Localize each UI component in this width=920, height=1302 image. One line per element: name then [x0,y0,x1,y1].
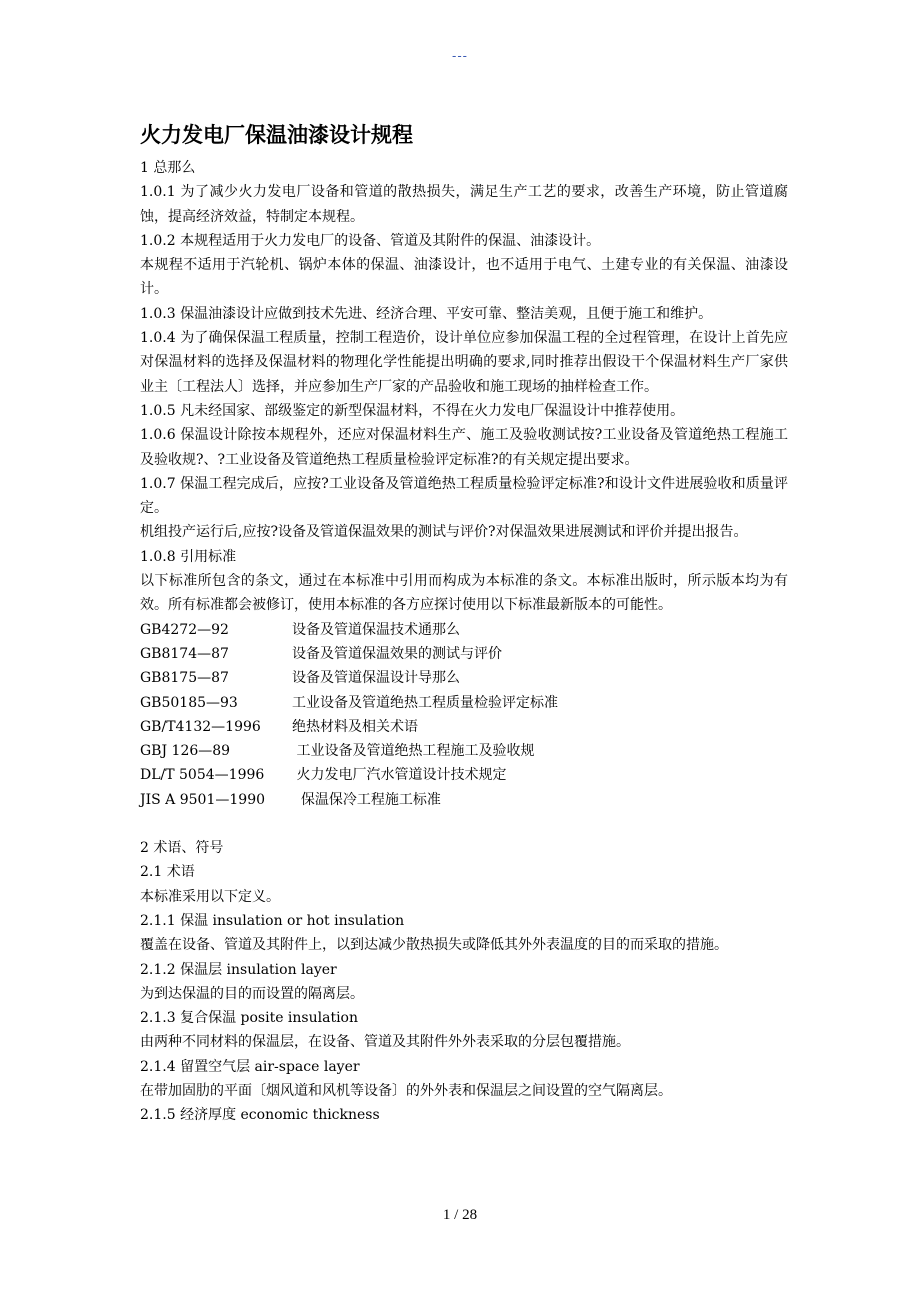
term-2-1-4: 2.1.4 留置空气层 air-space layer [140,1058,360,1075]
reference-code: DL/T 5054—1996 [140,767,265,784]
reference-name: 保温保冷工程施工标准 [292,791,441,808]
reference-row [140,739,788,763]
heading-1-general: 1 总那么 [140,160,196,176]
page-header-mark: --- [452,48,468,63]
reference-code: GB/T4132—1996 [140,718,261,735]
clause-1-0-4: 1.0.4 为了确保保温工程质量，控制工程造价，设计单位应参加保温工程的全过程管理，在设计上首先应对保温材料的选择及保温材料的物理化学性能提出明确的要求,同时推荐出假设干个保温材料生产厂家供业主〔工程法人〕选择，并应参加生产厂家的产品验收和施工现场的抽样检查工作。 [140,330,788,395]
reference-name: 绝热材料及相关术语 [292,718,418,735]
clause-1-0-2-note: 本规程不适用于汽轮机、锅炉本体的保温、油漆设计，也不适用于电气、土建专业的有关保温、油漆设计。 [140,257,788,298]
reference-name: 工业设备及管道绝热工程施工及验收规 [292,743,535,760]
clause-1-0-6: 1.0.6 保温设计除按本规程外，还应对保温材料生产、施工及验收测试按?工业设备及管道绝热工程施工及验收规?、?工业设备及管道绝热工程质量检验评定标准?的有关规定提出要求。 [140,427,788,468]
reference-name: 火力发电厂汽水管道设计技术规定 [292,767,507,784]
reference-code: GB8175—87 [140,670,229,687]
clause-1-0-3: 1.0.3 保温油漆设计应做到技术先进、经济合理、平安可靠、整洁美观，且便于施工和维护。 [140,305,713,322]
clause-1-0-2: 1.0.2 本规程适用于火力发电厂的设备、管道及其附件的保温、油漆设计。 [140,232,601,249]
clause-1-0-7: 1.0.7 保温工程完成后，应按?工业设备及管道绝热工程质量检验评定标准?和设计文件进展验收和质量评定。 [140,475,788,517]
reference-standards-list [140,618,788,812]
term-2-1-1-definition: 覆盖在设备、管道及其附件上，以到达减少散热损失或降低其外外表温度的目的而采取的措施。 [140,937,728,954]
reference-code: GB4272—92 [140,621,229,638]
reference-row [140,715,788,739]
term-2-1-2-definition: 为到达保温的目的而设置的隔离层。 [140,985,364,1002]
clause-1-0-8: 1.0.8 引用标准 [140,548,237,565]
reference-row [140,788,788,812]
reference-row [140,642,788,666]
reference-name: 设备及管道保温设计导那么 [292,670,460,687]
reference-name: 设备及管道保温技术通那么 [292,621,460,638]
term-2-1-3: 2.1.3 复合保温 posite insulation [140,1010,359,1027]
reference-row [140,666,788,690]
term-2-1-5: 2.1.5 经济厚度 economic thickness [140,1107,380,1124]
terms-intro: 本标准采用以下定义。 [140,888,280,905]
term-2-1-1: 2.1.1 保温 insulation or hot insulation [140,912,405,929]
heading-2-1: 2.1 术语 [140,864,195,881]
section-spacer [140,812,788,836]
reference-row [140,618,788,642]
clause-1-0-7-note: 机组投产运行后,应按?设备及管道保温效果的测试与评价?对保温效果进展测试和评价并提出报告。 [140,524,748,541]
reference-row [140,691,788,715]
clause-1-0-5: 1.0.5 凡未经国家、部级鉴定的新型保温材料，不得在火力发电厂保温设计中推荐使用。 [140,402,685,419]
reference-name: 设备及管道保温效果的测试与评价 [292,645,502,662]
reference-code: GBJ 126—89 [140,743,231,760]
reference-code: JIS A 9501—1990 [140,791,266,808]
document-body [140,118,788,1128]
term-2-1-2: 2.1.2 保温层 insulation layer [140,961,337,978]
document-title: 火力发电厂保温油漆设计规程 [140,122,413,147]
reference-code: GB50185—93 [140,694,238,711]
clause-1-0-8-text: 以下标准所包含的条文，通过在本标准中引用而构成为本标准的条文。本标准出版时，所示版本均为有效。所有标准都会被修订，使用本标准的各方应探讨使用以下标准最新版本的可能性。 [140,573,788,614]
page-number: 1 / 28 [442,1207,478,1223]
section-terms [140,836,788,1128]
reference-name: 工业设备及管道绝热工程质量检验评定标准 [292,694,558,711]
clause-1-0-1: 1.0.1 为了减少火力发电厂设备和管道的散热损失，满足生产工艺的要求，改善生产环境，防止管道腐蚀，提高经济效益，特制定本规程。 [140,184,788,225]
term-2-1-4-definition: 在带加固肋的平面〔烟风道和风机等设备〕的外外表和保温层之间设置的空气隔离层。 [140,1082,672,1099]
reference-code: GB8174—87 [140,645,229,662]
heading-2-terms: 2 术语、符号 [140,840,224,857]
term-2-1-3-definition: 由两种不同材料的保温层，在设备、管道及其附件外外表采取的分层包覆措施。 [140,1034,630,1051]
reference-row [140,763,788,787]
section-general [140,156,788,618]
